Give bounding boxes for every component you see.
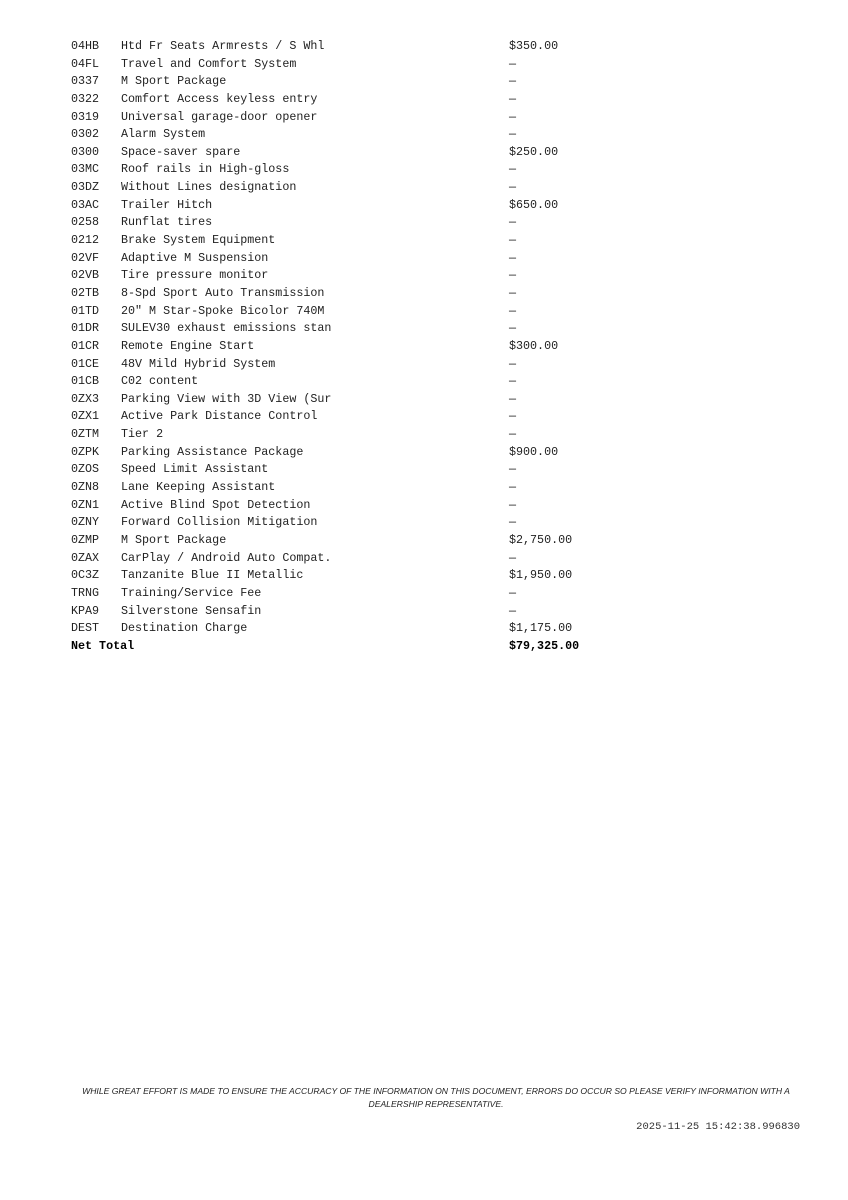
- option-description: Tire pressure monitor: [121, 268, 269, 283]
- option-code: 01DR: [71, 321, 100, 336]
- option-description: Remote Engine Start: [121, 338, 255, 353]
- net-total-value: $79,325.00: [509, 638, 580, 653]
- option-code: 0ZAX: [71, 550, 100, 565]
- option-code: 0ZMP: [71, 532, 100, 547]
- option-price: $900.00: [509, 444, 559, 459]
- option-code: 0212: [71, 233, 100, 248]
- option-code: 01CB: [71, 374, 100, 389]
- option-price: —: [509, 127, 517, 142]
- option-code: 04FL: [71, 56, 100, 71]
- option-price: $1,950.00: [509, 568, 573, 583]
- option-price: —: [509, 427, 517, 442]
- option-price: $250.00: [509, 144, 559, 159]
- option-price: —: [509, 515, 517, 530]
- option-code: 0258: [71, 215, 100, 230]
- option-code: 0ZX1: [71, 409, 100, 424]
- option-code: TRNG: [71, 585, 100, 600]
- net-total-label: Net Total: [71, 638, 135, 653]
- option-description: 48V Mild Hybrid System: [121, 356, 276, 371]
- option-code: 0ZN8: [71, 480, 100, 495]
- option-code: 01TD: [71, 303, 100, 318]
- option-description: SULEV30 exhaust emissions stan: [121, 321, 332, 336]
- option-description: Trailer Hitch: [121, 197, 213, 212]
- option-price: —: [509, 356, 517, 371]
- option-code: 0ZPK: [71, 444, 100, 459]
- option-code: 0319: [71, 109, 100, 124]
- option-code: 03AC: [71, 197, 100, 212]
- option-code: 04HB: [71, 39, 100, 53]
- option-price: $650.00: [509, 197, 559, 212]
- option-price: $1,175.00: [509, 621, 573, 636]
- option-description: Tanzanite Blue II Metallic: [121, 568, 304, 583]
- option-description: CarPlay / Android Auto Compat.: [121, 550, 332, 565]
- option-price: —: [509, 585, 517, 600]
- option-description: Destination Charge: [121, 621, 248, 636]
- option-price: —: [509, 409, 517, 424]
- option-description: Speed Limit Assistant: [121, 462, 269, 477]
- option-description: M Sport Package: [121, 532, 227, 547]
- option-description: Forward Collision Mitigation: [121, 515, 318, 530]
- timestamp: 2025-11-25 15:42:38.996830: [636, 1121, 800, 1133]
- option-price: —: [509, 497, 517, 512]
- option-code: 0ZX3: [71, 391, 100, 406]
- option-price: $2,750.00: [509, 532, 573, 547]
- option-description: 8-Spd Sport Auto Transmission: [121, 285, 325, 300]
- option-price: —: [509, 374, 517, 389]
- option-code: 0ZNY: [71, 515, 100, 530]
- option-price: —: [509, 303, 517, 318]
- option-price: —: [509, 550, 517, 565]
- option-description: Adaptive M Suspension: [121, 250, 269, 265]
- option-price: —: [509, 285, 517, 300]
- option-description: Training/Service Fee: [121, 585, 262, 600]
- option-code: 0C3Z: [71, 568, 100, 583]
- option-description: Roof rails in High-gloss: [121, 162, 290, 177]
- option-description: Tier 2: [121, 427, 164, 442]
- option-price: $300.00: [509, 338, 559, 353]
- option-description: Lane Keeping Assistant: [121, 480, 276, 495]
- option-code: 03MC: [71, 162, 100, 177]
- option-description: Brake System Equipment: [121, 233, 276, 248]
- option-description: Silverstone Sensafin: [121, 603, 262, 618]
- option-code: 01CR: [71, 338, 100, 353]
- option-code: 03DZ: [71, 180, 100, 195]
- option-price: —: [509, 250, 517, 265]
- option-code: 0300: [71, 144, 100, 159]
- option-description: M Sport Package: [121, 74, 227, 89]
- option-code: 0337: [71, 74, 100, 89]
- option-description: Space-saver spare: [121, 144, 241, 159]
- option-code: 0322: [71, 91, 100, 106]
- option-code: 02VB: [71, 268, 100, 283]
- option-price: —: [509, 91, 517, 106]
- option-code: 02VF: [71, 250, 100, 265]
- option-price: —: [509, 109, 517, 124]
- option-price: —: [509, 162, 517, 177]
- option-description: Universal garage-door opener: [121, 109, 318, 124]
- option-price: —: [509, 180, 517, 195]
- option-description: 20" M Star-Spoke Bicolor 740M: [121, 303, 325, 318]
- option-code: 0ZN1: [71, 497, 100, 512]
- option-price: —: [509, 56, 517, 71]
- option-description: Without Lines designation: [121, 180, 297, 195]
- option-description: Active Park Distance Control: [121, 409, 318, 424]
- option-description: Travel and Comfort System: [121, 56, 297, 71]
- option-price: —: [509, 321, 517, 336]
- option-code: KPA9: [71, 603, 100, 618]
- option-price: —: [509, 480, 517, 495]
- option-code: 0ZTM: [71, 427, 100, 442]
- option-price: —: [509, 603, 517, 618]
- option-price: —: [509, 215, 517, 230]
- option-price: —: [509, 268, 517, 283]
- option-code: 0302: [71, 127, 100, 142]
- option-price: —: [509, 233, 517, 248]
- disclaimer: WHILE GREAT EFFORT IS MADE TO ENSURE THE ACCURACY OF THE INFORMATION ON THIS DOCUMENT, ERRORS DO OCCUR SO PLEASE VERIFY INFORMATION WITH A DEALERSHIP REPRESENTATIVE.: [82, 1086, 790, 1109]
- option-description: Comfort Access keyless entry: [121, 91, 318, 106]
- option-price: —: [509, 462, 517, 477]
- option-code: 01CE: [71, 356, 100, 371]
- option-description: C02 content: [121, 374, 199, 389]
- option-code: 02TB: [71, 285, 100, 300]
- option-description: Runflat tires: [121, 215, 213, 230]
- option-price: $350.00: [509, 39, 559, 53]
- option-price: —: [509, 391, 517, 406]
- option-description: Active Blind Spot Detection: [121, 497, 311, 512]
- option-description: Alarm System: [121, 127, 206, 142]
- option-code: 0ZOS: [71, 462, 100, 477]
- option-description: Parking Assistance Package: [121, 444, 304, 459]
- option-code: DEST: [71, 621, 100, 636]
- option-price: —: [509, 74, 517, 89]
- option-description: Htd Fr Seats Armrests / S Whl: [121, 39, 325, 53]
- option-description: Parking View with 3D View (Sur: [121, 391, 332, 406]
